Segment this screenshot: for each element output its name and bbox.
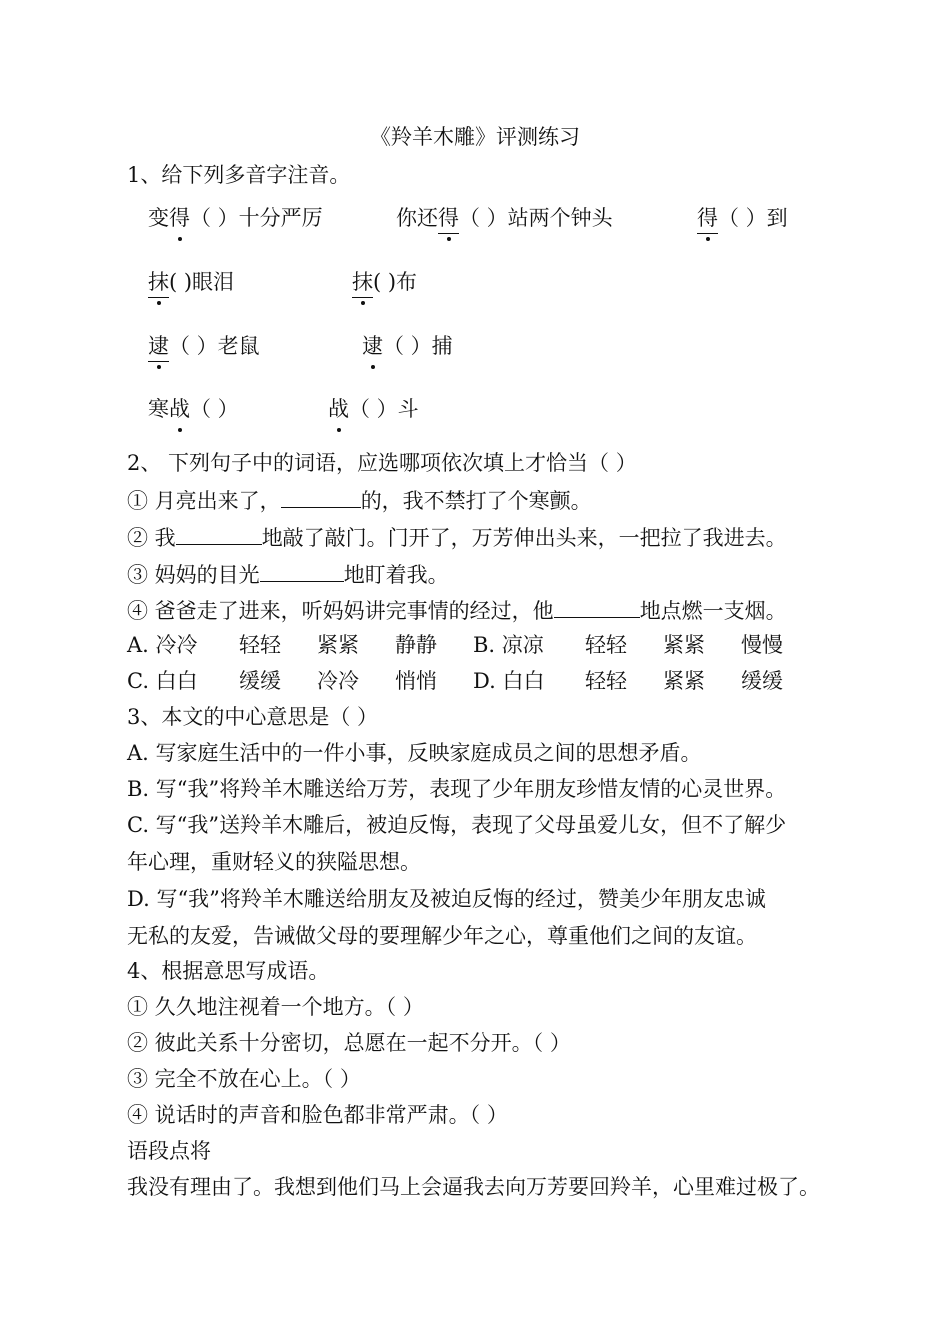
q1-item-8 — [148, 394, 239, 424]
q1-item-4 — [148, 267, 234, 298]
q2-sentence-1 — [127, 485, 592, 516]
answer-blank[interactable]: （ ）斗 — [349, 397, 419, 421]
option-d-label[interactable]: D. 白白 — [473, 669, 545, 693]
option-word: 悄悄 — [395, 669, 437, 693]
sentence-text: ① 月亮出来了， — [127, 489, 281, 513]
option-word: 轻轻 — [239, 633, 281, 657]
q3-option-d-continued: 无私的友爱，告诫做父母的要理解少年之心，尊重他们之间的友谊。 — [127, 924, 757, 948]
fill-blank[interactable] — [281, 485, 361, 508]
sentence-text: ③ 妈妈的目光 — [127, 563, 260, 587]
option-word: 紧紧 — [317, 633, 359, 657]
q1-item-6 — [148, 331, 260, 362]
q1-item-2 — [396, 203, 613, 234]
prefix-text: 你还 — [396, 206, 438, 230]
q2-options-row-1 — [127, 630, 847, 660]
option-b-label[interactable]: B. 凉凉 — [473, 633, 544, 657]
q3-option-c[interactable]: C. 写“我”送羚羊木雕后，被迫反悔，表现了父母虽爱儿女，但不了解少 — [127, 813, 787, 837]
prefix-text: 变 — [148, 206, 169, 230]
target-char: 得 — [697, 203, 718, 234]
page-title: 《羚羊木雕》评测练习 — [370, 125, 580, 149]
option-word: 慢慢 — [741, 633, 783, 657]
answer-blank[interactable]: （ ）站两个钟头 — [459, 206, 613, 230]
sentence-text: ④ 爸爸走了进来，听妈妈讲完事情的经过，他 — [127, 599, 554, 623]
sentence-text: 地盯着我。 — [343, 563, 449, 587]
q2-sentence-3 — [127, 559, 449, 590]
q1-item-5 — [352, 267, 417, 298]
q4-heading: 4、根据意思写成语。 — [127, 959, 330, 983]
q1-heading: 1、给下列多音字注音。 — [127, 163, 351, 187]
passage-paragraph: 我没有理由了。我想到他们马上会逼我去向万芳要回羚羊，心里难过极了。 — [127, 1175, 820, 1199]
q1-item-9 — [328, 394, 419, 424]
option-word: 轻轻 — [585, 633, 627, 657]
q1-item-3 — [697, 203, 788, 234]
answer-blank[interactable]: ( )眼泪 — [169, 270, 235, 294]
q4-item-4[interactable]: ④ 说话时的声音和脸色都非常严肃。（ ） — [127, 1103, 508, 1127]
option-word: 冷冷 — [317, 669, 359, 693]
section-heading: 语段点将 — [127, 1139, 211, 1163]
q4-item-3[interactable]: ③ 完全不放在心上。（ ） — [127, 1067, 361, 1091]
fill-blank[interactable] — [176, 522, 262, 545]
sentence-text: 地点燃一支烟。 — [639, 599, 787, 623]
q2-heading: 2、 下列句子中的词语，应选哪项依次填上才恰当（ ） — [127, 451, 637, 475]
q4-item-1[interactable]: ① 久久地注视着一个地方。（ ） — [127, 995, 424, 1019]
q3-option-a[interactable]: A. 写家庭生活中的一件小事，反映家庭成员之间的思想矛盾。 — [127, 741, 702, 765]
q4-item-2[interactable]: ② 彼此关系十分密切，总愿在一起不分开。（ ） — [127, 1031, 571, 1055]
q2-sentence-2 — [127, 522, 787, 553]
target-char: 抹 — [352, 267, 373, 298]
answer-blank[interactable]: ( )布 — [373, 270, 418, 294]
option-word: 缓缓 — [741, 669, 783, 693]
q3-option-c-continued: 年心理，重财轻义的狭隘思想。 — [127, 850, 421, 874]
answer-blank[interactable]: （ ）老鼠 — [169, 334, 260, 358]
sentence-text: 地敲了敲门。门开了，万芳伸出头来，一把拉了我进去。 — [261, 526, 787, 550]
q1-item-1 — [148, 203, 323, 233]
q3-option-b[interactable]: B. 写“我”将羚羊木雕送给万芳，表现了少年朋友珍惜友情的心灵世界。 — [127, 777, 787, 801]
answer-blank[interactable]: （ ）到 — [718, 206, 788, 230]
option-word: 紧紧 — [663, 669, 705, 693]
answer-blank[interactable]: （ ）十分严厉 — [190, 206, 323, 230]
answer-blank[interactable]: （ ） — [190, 397, 239, 421]
target-char: 战 — [169, 394, 190, 424]
option-word: 静静 — [395, 633, 437, 657]
option-word: 轻轻 — [585, 669, 627, 693]
target-char: 战 — [328, 394, 349, 424]
answer-blank[interactable]: （ ）捕 — [383, 334, 453, 358]
target-char: 抹 — [148, 267, 169, 298]
fill-blank[interactable] — [260, 559, 344, 582]
sentence-text: ② 我 — [127, 526, 176, 550]
target-char: 逮 — [362, 331, 383, 361]
option-word: 缓缓 — [239, 669, 281, 693]
target-char: 逮 — [148, 331, 169, 362]
prefix-text: 寒 — [148, 397, 169, 421]
option-word: 紧紧 — [663, 633, 705, 657]
q1-item-7 — [362, 331, 453, 361]
sentence-text: 的，我不禁打了个寒颤。 — [360, 489, 592, 513]
option-c-label[interactable]: C. 白白 — [127, 669, 198, 693]
target-char: 得 — [438, 203, 459, 234]
q2-sentence-4 — [127, 595, 787, 626]
target-char: 得 — [169, 203, 190, 233]
fill-blank[interactable] — [554, 595, 640, 618]
q3-option-d[interactable]: D. 写“我”将羚羊木雕送给朋友及被迫反悔的经过，赞美少年朋友忠诚 — [127, 887, 766, 911]
q2-options-row-2 — [127, 666, 847, 696]
q3-heading: 3、本文的中心意思是（ ） — [127, 705, 379, 729]
option-a-label[interactable]: A. 冷冷 — [127, 633, 198, 657]
